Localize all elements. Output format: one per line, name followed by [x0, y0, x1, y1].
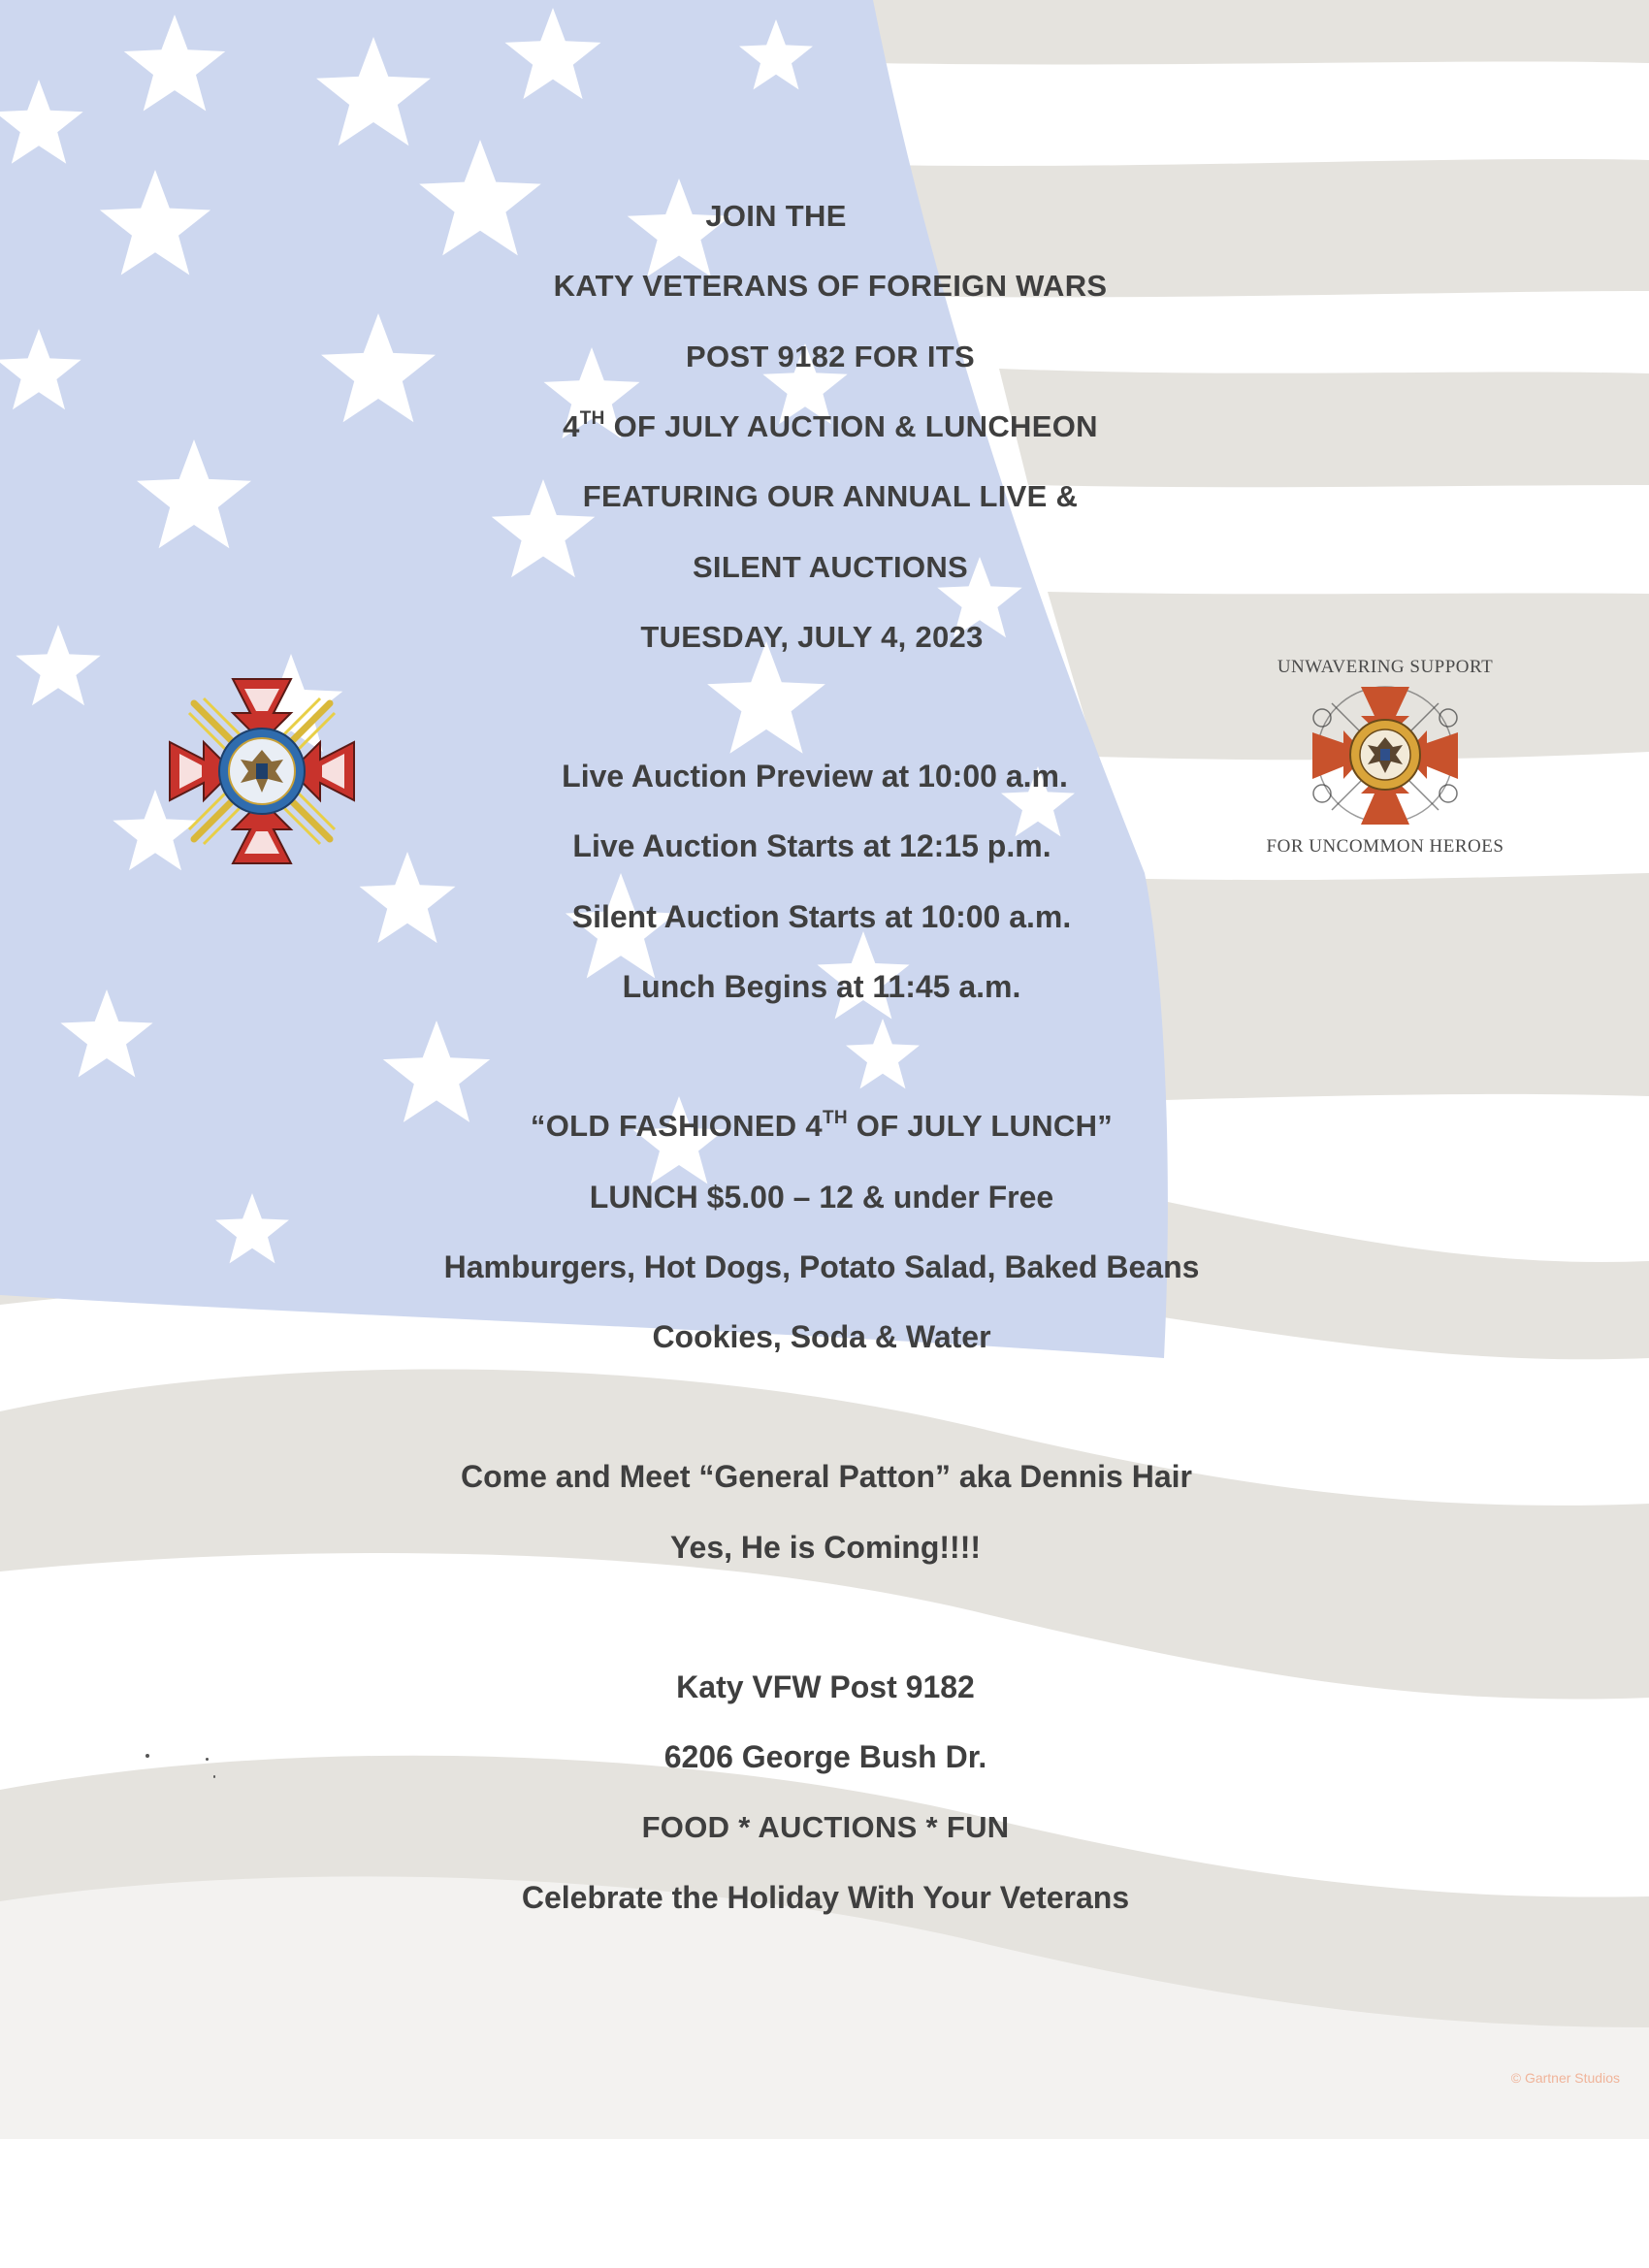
- headline-event: 4TH OF JULY AUCTION & LUNCHEON: [563, 408, 1098, 443]
- flag-stripe: [834, 0, 1649, 64]
- closing-line: Celebrate the Holiday With Your Veterans: [521, 1880, 1130, 1915]
- vfw-cross-emblem: [165, 674, 359, 868]
- tagline: FOOD * AUCTIONS * FUN: [641, 1810, 1010, 1844]
- headline-featuring: FEATURING OUR ANNUAL LIVE &: [582, 479, 1079, 513]
- headline-organization: KATY VETERANS OF FOREIGN WARS: [553, 269, 1108, 303]
- schedule-live-preview: Live Auction Preview at 10:00 a.m.: [562, 759, 1068, 794]
- lunch-menu-line-1: Hamburgers, Hot Dogs, Potato Salad, Baked Beans: [443, 1249, 1200, 1284]
- headline-post: POST 9182 FOR ITS: [686, 340, 975, 373]
- auxiliary-bottom-text: FOR UNCOMMON HEROES: [1266, 836, 1504, 857]
- headline-auctions: SILENT AUCTIONS: [692, 550, 969, 584]
- schedule-lunch: Lunch Begins at 11:45 a.m.: [622, 969, 1021, 1004]
- scan-speck: [206, 1758, 209, 1761]
- vfw-auxiliary-emblem: [1303, 679, 1468, 834]
- venue-address: 6206 George Bush Dr.: [663, 1739, 987, 1774]
- image-credit: © Gartner Studios: [1510, 2070, 1620, 2086]
- lunch-heading: “OLD FASHIONED 4TH OF JULY LUNCH”: [530, 1108, 1114, 1143]
- scan-speck: [213, 1775, 215, 1778]
- schedule-live-start: Live Auction Starts at 12:15 p.m.: [572, 828, 1051, 863]
- event-date: TUESDAY, JULY 4, 2023: [640, 620, 984, 654]
- lunch-price: LUNCH $5.00 – 12 & under Free: [589, 1180, 1054, 1215]
- lunch-menu-line-2: Cookies, Soda & Water: [652, 1319, 991, 1354]
- auxiliary-top-text: UNWAVERING SUPPORT: [1277, 657, 1494, 677]
- scan-speck: [146, 1754, 149, 1758]
- venue-name: Katy VFW Post 9182: [676, 1669, 975, 1704]
- guest-announcement: Come and Meet “General Patton” aka Dennis Hair: [461, 1459, 1192, 1494]
- headline-join: JOIN THE: [705, 199, 847, 233]
- schedule-silent-start: Silent Auction Starts at 10:00 a.m.: [571, 899, 1072, 934]
- guest-confirmation: Yes, He is Coming!!!!: [669, 1530, 982, 1565]
